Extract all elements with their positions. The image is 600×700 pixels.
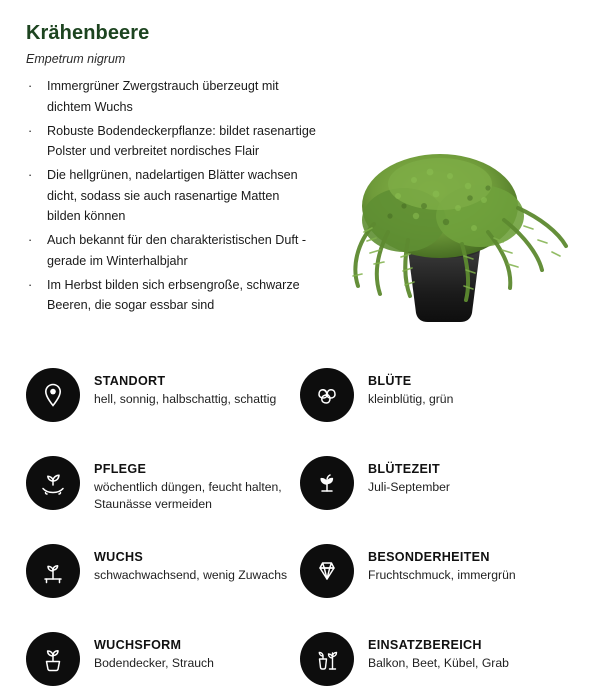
feature-einsatzbereich [300,632,574,700]
feature-label: WUCHSFORM [94,638,182,652]
feature-column-right [300,368,574,700]
feature-value: Bodendecker, Strauch [94,656,214,670]
feature-text [368,550,573,584]
watering-hand-icon [26,456,80,510]
feature-value: Juli-September [368,480,450,494]
feature-text [94,374,299,408]
flower-icon [300,368,354,422]
feature-label: BLÜTEZEIT [368,462,440,476]
feature-wuchsform [26,632,300,700]
feature-bluetezeit [300,456,574,544]
feature-text [368,462,573,496]
feature-text [94,550,299,584]
list-item-text: Robuste Bodendeckerpflanze: bildet rasenartige Polster und verbreitet nordisches Flair [47,123,316,158]
bullet-marker: · [28,168,33,182]
feature-label: PFLEGE [94,462,147,476]
bullet-marker: · [28,79,33,93]
diamond-icon [300,544,354,598]
feature-pflege [26,456,300,544]
feature-wuchs [26,544,300,632]
list-item-text: Auch bekannt für den charakteristischen Duft - gerade im Winterhalbjahr [47,233,307,268]
list-item-text: Im Herbst bilden sich erbsengroße, schwarze Beeren, die sogar essbar sind [47,277,300,312]
feature-label: STANDORT [94,374,166,388]
feature-text [94,638,299,672]
list-item [26,275,316,316]
bullet-marker: · [28,277,33,292]
feature-value: kleinblütig, grün [368,392,454,406]
plant-image [312,128,590,328]
bullet-marker: · [28,123,33,138]
feature-besonderheiten [300,544,574,632]
feature-value: Fruchtschmuck, immergrün [368,568,516,582]
growth-icon [26,544,80,598]
pot-and-plant-icon [300,632,354,686]
list-item-text: Die hellgrünen, nadelartigen Blätter wachsen dicht, sodass sie auch rasenartige Matten bilden können [47,168,298,223]
feature-value: hell, sonnig, halbschattig, schattig [94,392,277,406]
list-item [26,76,316,117]
feature-value: wöchentlich düngen, feucht halten, Staunässe vermeiden [94,480,282,511]
feature-value: schwachwachsend, wenig Zuwachs [94,568,288,582]
feature-column-left [26,368,300,700]
list-item [26,121,316,162]
botanical-name: Empetrum nigrum [26,52,126,66]
feature-text [368,374,573,408]
feature-text [368,638,573,672]
feature-bluete [300,368,574,456]
bloom-time-icon [300,456,354,510]
feature-label: BESONDERHEITEN [368,550,490,564]
description-list [26,76,316,319]
bullet-marker: · [28,233,33,247]
feature-label: BLÜTE [368,374,412,388]
feature-value: Balkon, Beet, Kübel, Grab [368,656,509,670]
potted-plant-icon [26,632,80,686]
feature-standort [26,368,300,456]
page-title: Krähenbeere [26,22,150,44]
feature-label: EINSATZBEREICH [368,638,482,652]
list-item [26,230,316,271]
list-item [26,165,316,227]
location-pin-icon [26,368,80,422]
feature-label: WUCHS [94,550,144,564]
list-item-text: Immergrüner Zwergstrauch überzeugt mit dichtem Wuchs [47,79,279,114]
feature-text [94,462,299,513]
